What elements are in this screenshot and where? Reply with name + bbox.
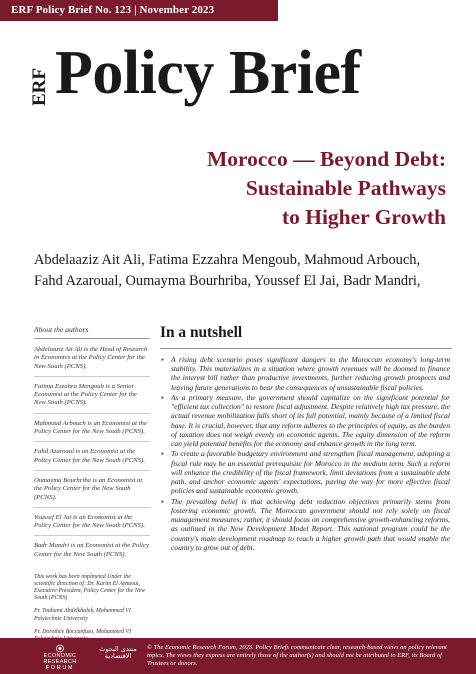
nutshell-item-text: As a primary measure, the government should capitalize on the significant potential for "efficient tax collection" to restore fiscal adjustment. Despite relatively high tax pressure, the actual revenue mobilization falls short of its full potential, mainly because of a limited fiscal base. It is crucial, however, that any reform adheres to the principles of equity, as the burden of taxation does not weigh evenly on economic agents. The equity dimension of the reform can yield potential benefits for the economy and enhance growth in the long term. bbox=[171, 392, 451, 449]
logo-line: FORUM bbox=[45, 665, 75, 671]
brief-title-line: Morocco — Beyond Debt: bbox=[206, 147, 446, 171]
bullet-icon: ▪ bbox=[161, 354, 164, 364]
bullet-icon: ▪ bbox=[161, 392, 164, 402]
author-bio: Youssef El Jai is an Economist at the Policy Center for the New South (PCNS). bbox=[34, 514, 150, 537]
nutshell-item bbox=[160, 497, 450, 553]
bullet-icon: ▪ bbox=[161, 496, 164, 506]
author-line: Fahd Azaroual, Oumayma Bourhriba, Youssef El Jai, Badr Mandri, bbox=[34, 273, 421, 289]
divider bbox=[160, 348, 452, 349]
nutshell-list bbox=[160, 355, 450, 552]
author-bio: Oumayma Bourhriba is an Economist at the Policy Center for the New South (PCNS). bbox=[34, 477, 150, 508]
author-line: Abdelaaziz Ait Ali, Fatima Ezzahra Mengoub, Mahmoud Arbouch, bbox=[34, 252, 421, 268]
footer-bar bbox=[0, 638, 476, 674]
erf-logo bbox=[29, 644, 91, 670]
nutshell-item bbox=[160, 449, 450, 495]
scientific-direction-note: Pr. Touhami Abdelkhalek, Mohammed VI Polytechnic University bbox=[34, 608, 131, 622]
brief-title-line: to Higher Growth bbox=[281, 205, 446, 229]
nutshell-item bbox=[160, 355, 450, 392]
scientific-direction-note: This work has been implmeted Under the scientific direction of: Dr. Karim El Aynaoui, Executive President, Policy Center for the New South (PCNS) bbox=[34, 574, 146, 602]
logo-mark-icon bbox=[53, 644, 67, 653]
about-authors-sidebar bbox=[34, 325, 150, 649]
author-list bbox=[34, 250, 454, 292]
copyright-notice: © The Economic Research Forum, 2023. Policy Briefs communicate clear, research-based views on policy relevant topics. The views they express are entirely those of the author(s) and should not be attributed to ERF, its Board of Trustees or donors. bbox=[147, 644, 447, 667]
author-bio: Fatima Ezzahra Mengoub is a Senior Economist at the Policy Center for the New South (PCNS). bbox=[34, 383, 150, 414]
nutshell-item-text: The prevailing belief is that achieving debt reduction objectives primarily stems from fostering economic growth. The Moroccan government should not rely solely on fiscal management measures; rather, it should focus on comprehensive growth-enhancing reforms, as outlined in the New Development Model Report. This national program could be the country's main development roadmap to reach a higher growth path that would enable the country to grow out of debt. bbox=[171, 496, 450, 552]
nutshell-item-text: To create a favorable budgetary environment and strengthen fiscal management, adopting a fiscal rule may be an essential prerequisite for Morocco in the medium term. Such a reform will enhance the credibility of the fiscal framework, limit deviations from a sustainable debt path, and anchor economic agents' expectations, paving the way for more effective fiscal policies and sustainable economic growth. bbox=[171, 449, 450, 496]
series-label: ERF Policy Brief No. 123 | November 2023 bbox=[11, 4, 215, 16]
author-bio: Fahd Azaroual is an Economist at the Policy Center for the New South (PCNS). bbox=[34, 448, 150, 471]
author-bio: Mahmoud Arbouch is an Economist at the Policy Center for the New South (PCNS). bbox=[34, 420, 150, 443]
svg-text:ERF: ERF bbox=[29, 68, 50, 106]
logo-line: RESEARCH bbox=[43, 659, 77, 665]
nutshell-section bbox=[160, 324, 450, 553]
author-bio: Badr Mandri is an Economist at the Policy Center for the New South (PCNS). bbox=[34, 542, 149, 558]
nutshell-item bbox=[160, 393, 450, 449]
masthead bbox=[30, 38, 450, 108]
masthead-title: Policy Brief bbox=[55, 39, 361, 107]
nutshell-item-text: A rising debt scenario poses significant dangers to the Moroccan economy's long-term stability. This materializes in a situation where growth revenues will be doomed to finance the interest bill rather than productive investments, further reducing growth prospects and leaving future generations to bear the consequences of unsustainable fiscal policies. bbox=[171, 354, 450, 392]
author-bio: Abdelaaziz Ait Ali is the Head of Research in Economics at the Policy Center for the New South (PCNS). bbox=[34, 346, 150, 377]
scientific-direction-note: Pr. Dorothée Boccanfuso, Mohammed VI bbox=[34, 628, 131, 635]
logo-line: ECONOMIC bbox=[43, 653, 77, 659]
about-authors-heading: About the authors bbox=[34, 325, 150, 339]
erf-vertical-logo bbox=[30, 44, 48, 108]
nutshell-heading: In a nutshell bbox=[160, 324, 243, 341]
series-bar bbox=[0, 0, 278, 21]
bullet-icon: ▪ bbox=[161, 449, 164, 459]
logo-arabic: منتدى البحوث الاقتصادية bbox=[99, 645, 137, 660]
brief-title bbox=[86, 145, 446, 232]
brief-title-line: Sustainable Pathways bbox=[245, 176, 446, 200]
